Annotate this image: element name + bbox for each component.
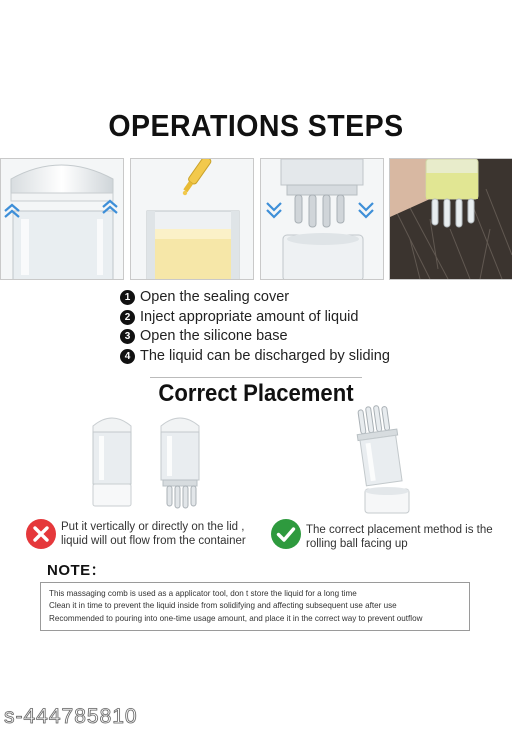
wrong-placement-icon	[25, 518, 57, 550]
note-title: NOTE：	[47, 562, 107, 579]
correct-placement-icon	[270, 518, 302, 550]
section-divider	[150, 377, 362, 378]
steps-list	[120, 288, 390, 366]
step-number-icon: 4	[120, 349, 135, 364]
step-text: The liquid can be discharged by sliding	[140, 347, 390, 364]
page-title: OPERATIONS STEPS	[108, 108, 404, 143]
correct-placement-line: rolling ball facing up	[306, 538, 408, 550]
step-image-inject-liquid	[130, 158, 254, 280]
placement-title: Correct Placement	[158, 380, 354, 407]
step-image-open-base	[260, 158, 384, 280]
wrong-placement-text	[61, 520, 246, 548]
correct-placement-text	[306, 523, 493, 551]
step-item	[120, 288, 390, 308]
step-item	[120, 308, 390, 328]
step-number-icon: 3	[120, 329, 135, 344]
wrong-placement-image	[85, 412, 215, 512]
step-text: Inject appropriate amount of liquid	[140, 308, 359, 325]
watermark-text: s-444785810	[4, 705, 138, 728]
note-line: This massaging comb is used as a applicator tool, don t store the liquid for a long time	[49, 589, 357, 598]
step-number-icon: 1	[120, 290, 135, 305]
step-image-apply-scalp	[389, 158, 512, 280]
step-item	[120, 327, 390, 347]
step-image-open-cover	[0, 158, 124, 280]
step-text: Open the silicone base	[140, 328, 288, 345]
correct-placement-image	[345, 405, 425, 515]
wrong-placement-line: Put it vertically or directly on the lid ,	[61, 521, 245, 533]
correct-placement-line: The correct placement method is the	[306, 524, 493, 536]
note-line: Clean it in time to prevent the liquid inside from solidifying and affecting subsequent use after use	[49, 601, 397, 611]
note-line: Recommended to pouring into one-time usage amount, and place it in the correct way to prevent outflow	[49, 613, 423, 623]
step-number-icon: 2	[120, 310, 135, 325]
step-text: Open the sealing cover	[140, 289, 290, 305]
step-item	[120, 347, 390, 367]
note-box	[40, 582, 470, 631]
wrong-placement-line: liquid will out flow from the container	[61, 535, 246, 547]
